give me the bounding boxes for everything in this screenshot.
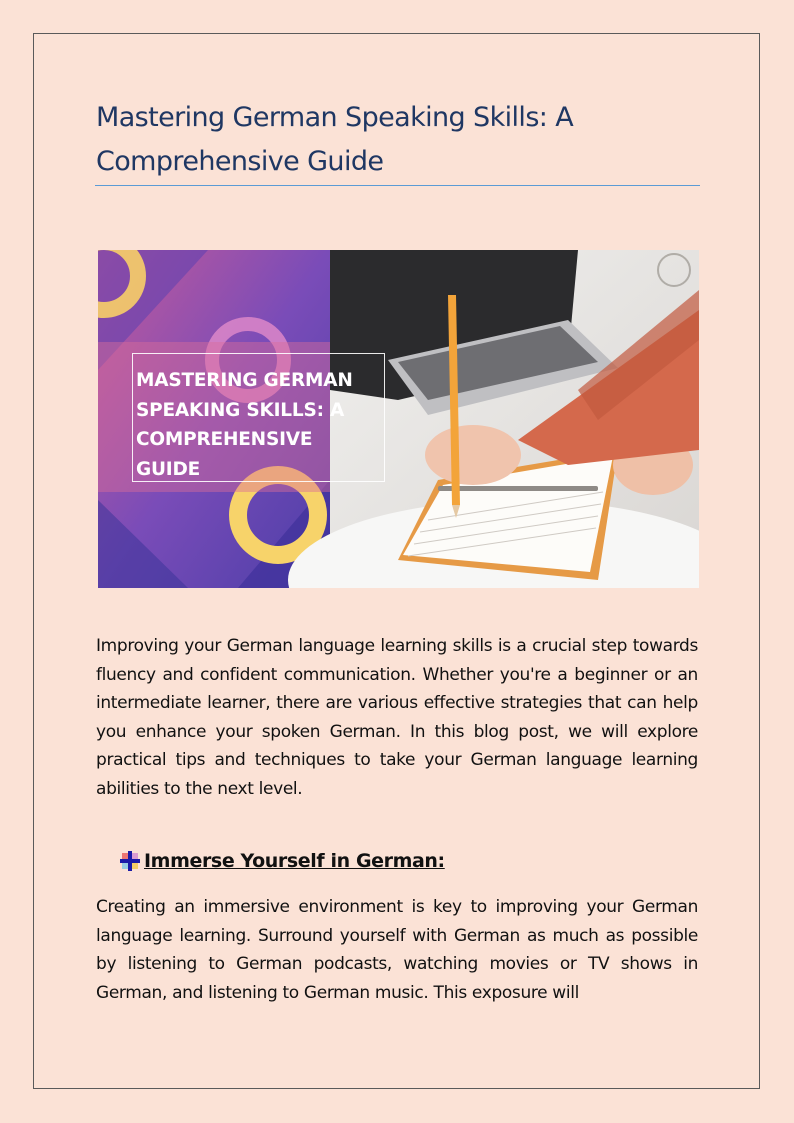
section-heading-text: Immerse Yourself in German: [144,850,445,872]
hero-banner-text: MASTERING GERMAN SPEAKING SKILLS: A COMPREHENSIVE GUIDE [136,370,353,480]
hero-image [98,250,699,588]
title-underline [95,185,700,186]
section-heading [120,850,445,872]
page-title: Mastering German Speaking Skills: A Comprehensive Guide [96,102,574,177]
intro-paragraph: Improving your German language learning skills is a crucial step towards fluency and confident communication. Whether you're a beginner or an intermediate learner, there are various effective strategies that can help you enhance your spoken German. In this blog post, we will explore practical tips and techniques to take your German language learning abilities to the next level. [96,636,698,799]
four-point-star-bullet-icon [120,851,140,871]
section-paragraph: Creating an immersive environment is key to improving your German language learning. Surround yourself with German as much as possible by listening to German podcasts, watching movies or TV shows in German, and listening to German music. This exposure will [96,897,698,1003]
